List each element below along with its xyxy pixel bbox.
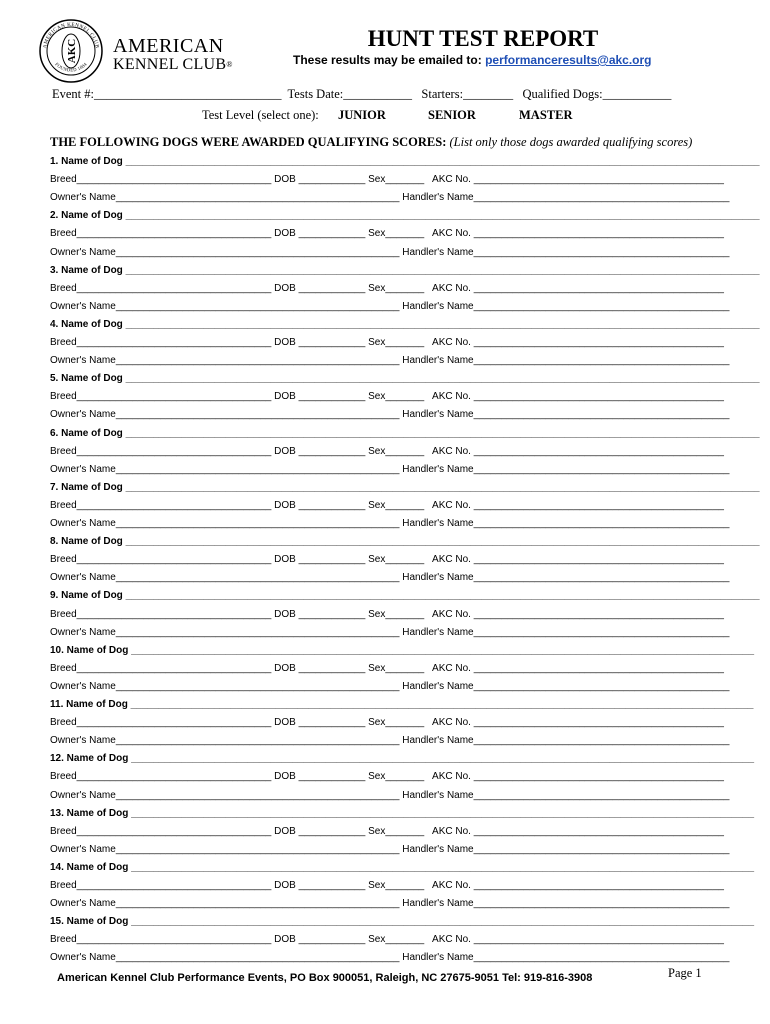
- dog-owner-handler-row[interactable]: Owner's Name___________________________________________________ Handler's Name______________________________________________: [50, 843, 730, 855]
- event-number-field[interactable]: ______________________________: [94, 87, 282, 101]
- dog-name-row[interactable]: 8. Name of Dog __________________________________________________________________________________________________________________: [50, 536, 760, 548]
- dog-owner-handler-row[interactable]: Owner's Name___________________________________________________ Handler's Name______________________________________________: [50, 518, 730, 529]
- dog-name-row[interactable]: 9. Name of Dog __________________________________________________________________________________________________________________: [50, 590, 760, 602]
- dog-name-row[interactable]: 2. Name of Dog __________________________________________________________________________________________________________________: [50, 210, 760, 222]
- dog-name-row[interactable]: 7. Name of Dog __________________________________________________________________________________________________________________: [50, 481, 760, 493]
- event-info-row: Event #:______________________________ Tests Date:___________ Starters:________ Qualified Dogs:___________: [52, 87, 672, 101]
- instructions: THE FOLLOWING DOGS WERE AWARDED QUALIFYING SCORES: (List only those dogs awarded qualifying scores): [50, 135, 693, 149]
- dog-breed-dob-sex-akc-row[interactable]: Breed___________________________________ DOB ____________ Sex_______ AKC No. _____________________________________________: [50, 771, 724, 783]
- dog-breed-dob-sex-akc-row[interactable]: Breed___________________________________ DOB ____________ Sex_______ AKC No. _____________________________________________: [50, 391, 724, 403]
- dog-owner-handler-row[interactable]: Owner's Name___________________________________________________ Handler's Name______________________________________________: [50, 300, 730, 312]
- dog-breed-dob-sex-akc-row[interactable]: Breed___________________________________ DOB ____________ Sex_______ AKC No. _____________________________________________: [50, 445, 724, 457]
- page-title: HUNT TEST REPORT: [367, 26, 599, 51]
- email-link[interactable]: performanceresults@akc.org: [485, 53, 652, 67]
- dog-breed-dob-sex-akc-row[interactable]: Breed___________________________________ DOB ____________ Sex_______ AKC No. _____________________________________________: [50, 282, 724, 294]
- level-master-option[interactable]: MASTER: [519, 108, 573, 122]
- page-number: Page 1: [668, 966, 702, 980]
- level-junior-option[interactable]: JUNIOR: [338, 108, 386, 122]
- dog-name-row[interactable]: 13. Name of Dog ________________________________________________________________________________________________________________: [50, 807, 755, 819]
- dog-name-row[interactable]: 10. Name of Dog ________________________________________________________________________________________________________________: [50, 644, 755, 656]
- dog-breed-dob-sex-akc-row[interactable]: Breed___________________________________ DOB ____________ Sex_______ AKC No. _____________________________________________: [50, 662, 724, 674]
- tests-date-field[interactable]: ___________: [343, 87, 413, 101]
- dog-name-row[interactable]: 3. Name of Dog __________________________________________________________________________________________________________________: [50, 264, 760, 276]
- dog-owner-handler-row[interactable]: Owner's Name___________________________________________________ Handler's Name______________________________________________: [50, 680, 730, 692]
- dog-name-row[interactable]: 11. Name of Dog ________________________________________________________________________________________________________________: [50, 699, 754, 710]
- dog-name-row[interactable]: 1. Name of Dog __________________________________________________________________________________________________________________: [50, 156, 760, 167]
- footer-address: American Kennel Club Performance Events, PO Box 900051, Raleigh, NC 27675-9051 Tel: 919-816-3908: [57, 972, 593, 984]
- dog-owner-handler-row[interactable]: Owner's Name___________________________________________________ Handler's Name______________________________________________: [50, 463, 730, 475]
- test-level-row: [202, 108, 573, 123]
- dog-name-row[interactable]: 12. Name of Dog ________________________________________________________________________________________________________________: [50, 753, 755, 765]
- starters-field[interactable]: ________: [463, 87, 514, 101]
- email-instructions: These results may be emailed to: performanceresults@akc.org: [293, 53, 652, 67]
- dog-breed-dob-sex-akc-row[interactable]: Breed___________________________________ DOB ____________ Sex_______ AKC No. _____________________________________________: [50, 228, 724, 240]
- dog-breed-dob-sex-akc-row[interactable]: Breed___________________________________ DOB ____________ Sex_______ AKC No. _____________________________________________: [50, 717, 724, 729]
- dog-name-row[interactable]: 4. Name of Dog __________________________________________________________________________________________________________________: [50, 318, 760, 330]
- dog-breed-dob-sex-akc-row[interactable]: Breed___________________________________ DOB ____________ Sex_______ AKC No. _____________________________________________: [50, 608, 724, 620]
- dog-owner-handler-row[interactable]: Owner's Name___________________________________________________ Handler's Name______________________________________________: [50, 898, 730, 910]
- level-senior-option[interactable]: SENIOR: [428, 108, 476, 122]
- dog-owner-handler-row[interactable]: Owner's Name___________________________________________________ Handler's Name______________________________________________: [50, 572, 730, 584]
- dog-breed-dob-sex-akc-row[interactable]: Breed___________________________________ DOB ____________ Sex_______ AKC No. _____________________________________________: [50, 554, 724, 566]
- dog-breed-dob-sex-akc-row[interactable]: Breed___________________________________ DOB ____________ Sex_______ AKC No. _____________________________________________: [50, 880, 724, 891]
- dog-owner-handler-row[interactable]: Owner's Name___________________________________________________ Handler's Name______________________________________________: [50, 789, 730, 801]
- dog-owner-handler-row[interactable]: Owner's Name___________________________________________________ Handler's Name______________________________________________: [50, 735, 730, 747]
- dog-breed-dob-sex-akc-row[interactable]: Breed___________________________________ DOB ____________ Sex_______ AKC No. _____________________________________________: [50, 825, 724, 837]
- svg-text:FOUNDED 1884: FOUNDED 1884: [54, 61, 88, 73]
- dog-breed-dob-sex-akc-row[interactable]: Breed___________________________________ DOB ____________ Sex_______ AKC No. _____________________________________________: [50, 337, 724, 348]
- dog-name-row[interactable]: 14. Name of Dog ________________________________________________________________________________________________________________: [50, 861, 755, 873]
- dog-owner-handler-row[interactable]: Owner's Name___________________________________________________ Handler's Name______________________________________________: [50, 626, 730, 638]
- dog-owner-handler-row[interactable]: Owner's Name___________________________________________________ Handler's Name______________________________________________: [50, 409, 730, 421]
- akc-logo-wordmark: AMERICAN KENNEL CLUB®: [113, 35, 233, 73]
- dog-breed-dob-sex-akc-row[interactable]: Breed___________________________________ DOB ____________ Sex_______ AKC No. _____________________________________________: [50, 174, 724, 186]
- dog-owner-handler-row[interactable]: Owner's Name___________________________________________________ Handler's Name______________________________________________: [50, 355, 730, 367]
- dog-owner-handler-row[interactable]: Owner's Name___________________________________________________ Handler's Name______________________________________________: [50, 192, 730, 204]
- dog-owner-handler-row[interactable]: Owner's Name___________________________________________________ Handler's Name______________________________________________: [50, 246, 730, 258]
- qualified-dogs-field[interactable]: ___________: [602, 87, 672, 101]
- dog-name-row[interactable]: 5. Name of Dog __________________________________________________________________________________________________________________: [50, 373, 760, 385]
- dog-name-row[interactable]: 15. Name of Dog ________________________________________________________________________________________________________________: [50, 916, 755, 928]
- svg-text:AMERICAN KENNEL CLUB: AMERICAN KENNEL CLUB: [42, 21, 100, 49]
- dog-name-row[interactable]: 6. Name of Dog __________________________________________________________________________________________________________________: [50, 427, 760, 439]
- dog-owner-handler-row[interactable]: Owner's Name___________________________________________________ Handler's Name______________________________________________: [50, 952, 730, 964]
- dog-breed-dob-sex-akc-row[interactable]: Breed___________________________________ DOB ____________ Sex_______ AKC No. _____________________________________________: [50, 934, 724, 946]
- dog-breed-dob-sex-akc-row[interactable]: Breed___________________________________ DOB ____________ Sex_______ AKC No. _____________________________________________: [50, 499, 724, 511]
- svg-text:AKC: AKC: [66, 38, 78, 64]
- test-level-label: Test Level (select one):: [202, 108, 319, 122]
